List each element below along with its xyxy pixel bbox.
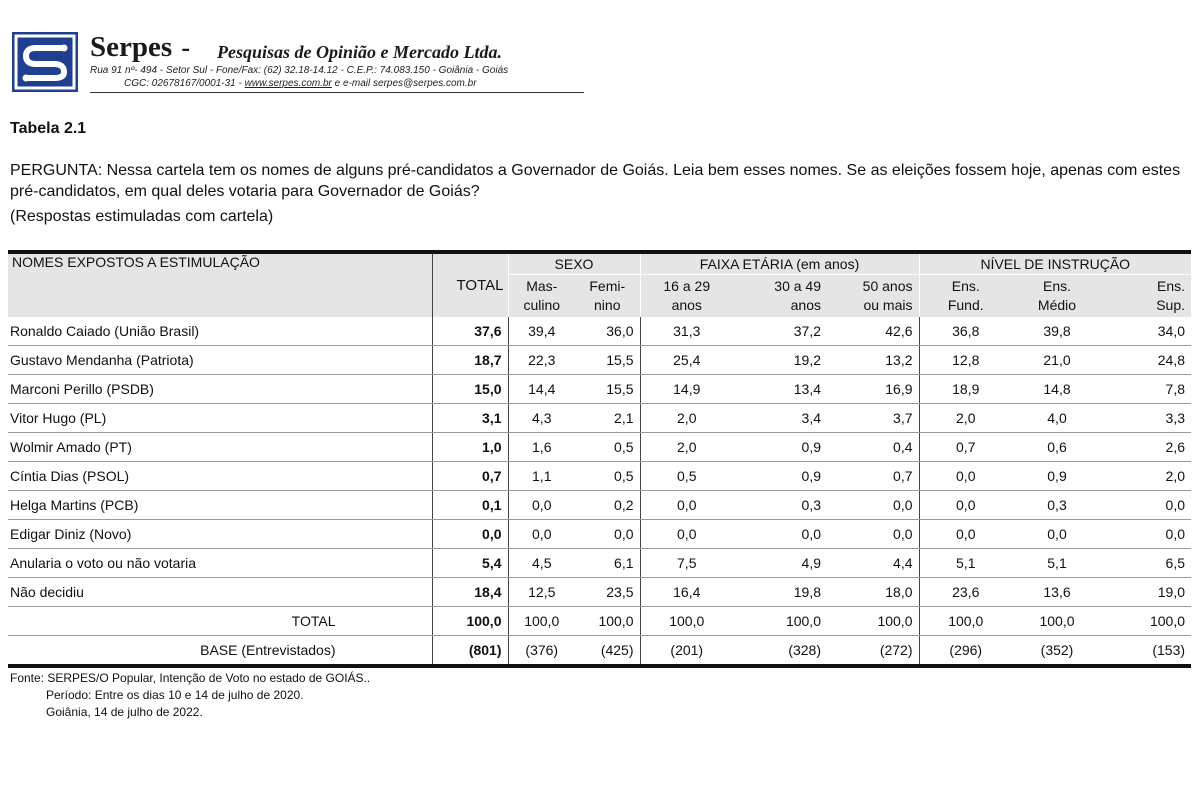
table-row bbox=[8, 346, 1191, 375]
cell-ens-medio: 39,8 bbox=[1012, 317, 1102, 346]
cell-30-49: 3,4 bbox=[733, 404, 827, 433]
cell-ens-medio: 5,1 bbox=[1012, 549, 1102, 578]
table-row bbox=[8, 549, 1191, 578]
cell-feminino: 0,5 bbox=[575, 462, 640, 491]
cell-name: Wolmir Amado (PT) bbox=[8, 433, 432, 462]
col-header-ens-sup: Ens. Sup. bbox=[1102, 275, 1191, 318]
cell-16-29: 25,4 bbox=[640, 346, 733, 375]
cell-ens-medio: 13,6 bbox=[1012, 578, 1102, 607]
cell-ens-sup: 19,0 bbox=[1102, 578, 1191, 607]
cell-50-mais: 3,7 bbox=[827, 404, 919, 433]
company-tagline: Pesquisas de Opinião e Mercado Ltda. bbox=[217, 42, 502, 62]
cell-name: Cíntia Dias (PSOL) bbox=[8, 462, 432, 491]
cell-30-49: 19,2 bbox=[733, 346, 827, 375]
cell-16-29: 0,5 bbox=[640, 462, 733, 491]
cell-ens-medio: 14,8 bbox=[1012, 375, 1102, 404]
email-text: e e-mail serpes@serpes.com.br bbox=[331, 78, 477, 89]
col-header-masculino: Mas- culino bbox=[508, 275, 575, 318]
cell-50-mais: 4,4 bbox=[827, 549, 919, 578]
cell-ens-sup: 100,0 bbox=[1102, 607, 1191, 636]
cell-masculino: 100,0 bbox=[508, 607, 575, 636]
cell-masculino: 4,5 bbox=[508, 549, 575, 578]
cell-ens-medio: (352) bbox=[1012, 636, 1102, 667]
total-column-header: TOTAL bbox=[432, 252, 508, 317]
cell-name: BASE (Entrevistados) bbox=[8, 636, 432, 667]
cell-ens-fund: 12,8 bbox=[919, 346, 1012, 375]
cell-30-49: (328) bbox=[733, 636, 827, 667]
footer-period: Período: Entre os dias 10 e 14 de julho de 2020. bbox=[46, 688, 304, 702]
cell-16-29: 0,0 bbox=[640, 520, 733, 549]
table-row bbox=[8, 433, 1191, 462]
cell-name: Marconi Perillo (PSDB) bbox=[8, 375, 432, 404]
cell-ens-fund: 0,7 bbox=[919, 433, 1012, 462]
cell-ens-sup: 7,8 bbox=[1102, 375, 1191, 404]
cell-30-49: 0,0 bbox=[733, 520, 827, 549]
cell-50-mais: (272) bbox=[827, 636, 919, 667]
cell-16-29: 2,0 bbox=[640, 433, 733, 462]
cell-16-29: 7,5 bbox=[640, 549, 733, 578]
cell-ens-fund: 36,8 bbox=[919, 317, 1012, 346]
cell-total: 0,0 bbox=[432, 520, 508, 549]
cell-masculino: 12,5 bbox=[508, 578, 575, 607]
footer-notes bbox=[10, 670, 370, 721]
table-row bbox=[8, 491, 1191, 520]
cell-feminino: (425) bbox=[575, 636, 640, 667]
cell-ens-medio: 0,3 bbox=[1012, 491, 1102, 520]
cell-ens-fund: 0,0 bbox=[919, 491, 1012, 520]
cell-30-49: 4,9 bbox=[733, 549, 827, 578]
cell-total: 5,4 bbox=[432, 549, 508, 578]
cell-feminino: 15,5 bbox=[575, 346, 640, 375]
col-header-50-mais: 50 anos ou mais bbox=[827, 275, 919, 318]
cell-masculino: 22,3 bbox=[508, 346, 575, 375]
col-header-feminino: Femi- nino bbox=[575, 275, 640, 318]
cell-name: Ronaldo Caiado (União Brasil) bbox=[8, 317, 432, 346]
cell-total: 0,1 bbox=[432, 491, 508, 520]
cell-masculino: 1,6 bbox=[508, 433, 575, 462]
col-header-16-29: 16 a 29 anos bbox=[640, 275, 733, 318]
cell-feminino: 0,0 bbox=[575, 520, 640, 549]
cell-ens-medio: 21,0 bbox=[1012, 346, 1102, 375]
cell-ens-sup: 6,5 bbox=[1102, 549, 1191, 578]
cell-16-29: 0,0 bbox=[640, 491, 733, 520]
base-row bbox=[8, 636, 1191, 667]
cell-50-mais: 16,9 bbox=[827, 375, 919, 404]
table-row bbox=[8, 317, 1191, 346]
cell-masculino: 1,1 bbox=[508, 462, 575, 491]
serpes-logo bbox=[12, 32, 78, 92]
cell-name: Edigar Diniz (Novo) bbox=[8, 520, 432, 549]
cell-name: Vitor Hugo (PL) bbox=[8, 404, 432, 433]
cell-feminino: 0,2 bbox=[575, 491, 640, 520]
website-link[interactable]: www.serpes.com.br bbox=[244, 78, 332, 89]
cell-ens-medio: 100,0 bbox=[1012, 607, 1102, 636]
cell-feminino: 36,0 bbox=[575, 317, 640, 346]
cell-masculino: 4,3 bbox=[508, 404, 575, 433]
cell-30-49: 13,4 bbox=[733, 375, 827, 404]
cell-ens-fund: (296) bbox=[919, 636, 1012, 667]
header-rule bbox=[90, 92, 584, 93]
cell-total: 18,4 bbox=[432, 578, 508, 607]
cell-ens-sup: 0,0 bbox=[1102, 520, 1191, 549]
cell-total: (801) bbox=[432, 636, 508, 667]
table-row bbox=[8, 404, 1191, 433]
group-header-sexo: SEXO bbox=[508, 252, 640, 275]
cell-50-mais: 13,2 bbox=[827, 346, 919, 375]
cell-ens-sup: 0,0 bbox=[1102, 491, 1191, 520]
cell-name: Anularia o voto ou não votaria bbox=[8, 549, 432, 578]
cell-total: 100,0 bbox=[432, 607, 508, 636]
cell-30-49: 0,9 bbox=[733, 433, 827, 462]
cell-16-29: 16,4 bbox=[640, 578, 733, 607]
cell-ens-fund: 0,0 bbox=[919, 520, 1012, 549]
cell-total: 0,7 bbox=[432, 462, 508, 491]
cell-ens-fund: 23,6 bbox=[919, 578, 1012, 607]
letterhead bbox=[12, 32, 578, 94]
cell-16-29: 14,9 bbox=[640, 375, 733, 404]
cell-50-mais: 100,0 bbox=[827, 607, 919, 636]
cell-50-mais: 0,0 bbox=[827, 491, 919, 520]
cell-ens-medio: 0,6 bbox=[1012, 433, 1102, 462]
cell-total: 3,1 bbox=[432, 404, 508, 433]
cell-feminino: 0,5 bbox=[575, 433, 640, 462]
group-header-nivel-instrucao: NÍVEL DE INSTRUÇÃO bbox=[919, 252, 1191, 275]
cell-30-49: 19,8 bbox=[733, 578, 827, 607]
results-table bbox=[8, 250, 1191, 668]
cell-30-49: 0,3 bbox=[733, 491, 827, 520]
col-header-ens-medio: Ens. Médio bbox=[1012, 275, 1102, 318]
cell-16-29: 31,3 bbox=[640, 317, 733, 346]
company-contact bbox=[124, 78, 477, 89]
cell-50-mais: 18,0 bbox=[827, 578, 919, 607]
cell-30-49: 100,0 bbox=[733, 607, 827, 636]
cell-ens-sup: (153) bbox=[1102, 636, 1191, 667]
cell-ens-sup: 3,3 bbox=[1102, 404, 1191, 433]
cell-ens-fund: 100,0 bbox=[919, 607, 1012, 636]
cell-30-49: 0,9 bbox=[733, 462, 827, 491]
table-row bbox=[8, 578, 1191, 607]
cell-ens-fund: 5,1 bbox=[919, 549, 1012, 578]
cell-name: Helga Martins (PCB) bbox=[8, 491, 432, 520]
table-row bbox=[8, 520, 1191, 549]
cell-masculino: 39,4 bbox=[508, 317, 575, 346]
group-header-faixa-etaria: FAIXA ETÁRIA (em anos) bbox=[640, 252, 919, 275]
names-column-header: NOMES EXPOSTOS A ESTIMULAÇÃO bbox=[8, 252, 432, 317]
cell-masculino: 0,0 bbox=[508, 491, 575, 520]
cell-ens-fund: 2,0 bbox=[919, 404, 1012, 433]
cell-16-29: (201) bbox=[640, 636, 733, 667]
table-row bbox=[8, 375, 1191, 404]
cell-feminino: 100,0 bbox=[575, 607, 640, 636]
cell-masculino: (376) bbox=[508, 636, 575, 667]
cell-feminino: 15,5 bbox=[575, 375, 640, 404]
footer-place-date: Goiânia, 14 de julho de 2022. bbox=[46, 705, 203, 719]
question-text: PERGUNTA: Nessa cartela tem os nomes de alguns pré-candidatos a Governador de Goiás. Leia bem esses nomes. Se as eleições fossem hoje, apenas com estes pré-candidatos, em qual deles votaria para Governador de Goiás? bbox=[10, 162, 1181, 200]
col-header-ens-fund: Ens. Fund. bbox=[919, 275, 1012, 318]
cgc-text: CGC: 02678167/0001-31 - bbox=[124, 78, 245, 89]
table-body bbox=[8, 317, 1191, 666]
cell-ens-sup: 34,0 bbox=[1102, 317, 1191, 346]
table-header bbox=[8, 252, 1191, 317]
table-label: Tabela 2.1 bbox=[10, 120, 87, 137]
stimulus-note: (Respostas estimuladas com cartela) bbox=[10, 208, 274, 225]
col-header-30-49: 30 a 49 anos bbox=[733, 275, 827, 318]
cell-ens-medio: 4,0 bbox=[1012, 404, 1102, 433]
cell-ens-medio: 0,0 bbox=[1012, 520, 1102, 549]
cell-30-49: 37,2 bbox=[733, 317, 827, 346]
cell-50-mais: 0,4 bbox=[827, 433, 919, 462]
footer-source: Fonte: SERPES/O Popular, Intenção de Voto no estado de GOIÁS.. bbox=[10, 671, 371, 685]
cell-name: Gustavo Mendanha (Patriota) bbox=[8, 346, 432, 375]
table-row bbox=[8, 462, 1191, 491]
cell-total: 37,6 bbox=[432, 317, 508, 346]
cell-50-mais: 0,7 bbox=[827, 462, 919, 491]
cell-ens-medio: 0,9 bbox=[1012, 462, 1102, 491]
cell-total: 1,0 bbox=[432, 433, 508, 462]
cell-16-29: 100,0 bbox=[640, 607, 733, 636]
cell-ens-sup: 2,0 bbox=[1102, 462, 1191, 491]
company-name: Serpes - bbox=[90, 31, 191, 63]
cell-50-mais: 0,0 bbox=[827, 520, 919, 549]
cell-ens-sup: 2,6 bbox=[1102, 433, 1191, 462]
cell-feminino: 23,5 bbox=[575, 578, 640, 607]
cell-ens-fund: 0,0 bbox=[919, 462, 1012, 491]
company-address: Rua 91 nº- 494 - Setor Sul - Fone/Fax: (62) 32.18-14.12 - C.E.P.: 74.083.150 - Goiânia - Goiás bbox=[90, 65, 509, 76]
cell-total: 15,0 bbox=[432, 375, 508, 404]
cell-masculino: 0,0 bbox=[508, 520, 575, 549]
cell-name: TOTAL bbox=[8, 607, 432, 636]
cell-name: Não decidiu bbox=[8, 578, 432, 607]
cell-50-mais: 42,6 bbox=[827, 317, 919, 346]
cell-ens-sup: 24,8 bbox=[1102, 346, 1191, 375]
cell-16-29: 2,0 bbox=[640, 404, 733, 433]
cell-feminino: 6,1 bbox=[575, 549, 640, 578]
cell-total: 18,7 bbox=[432, 346, 508, 375]
cell-masculino: 14,4 bbox=[508, 375, 575, 404]
cell-feminino: 2,1 bbox=[575, 404, 640, 433]
cell-ens-fund: 18,9 bbox=[919, 375, 1012, 404]
total-row bbox=[8, 607, 1191, 636]
